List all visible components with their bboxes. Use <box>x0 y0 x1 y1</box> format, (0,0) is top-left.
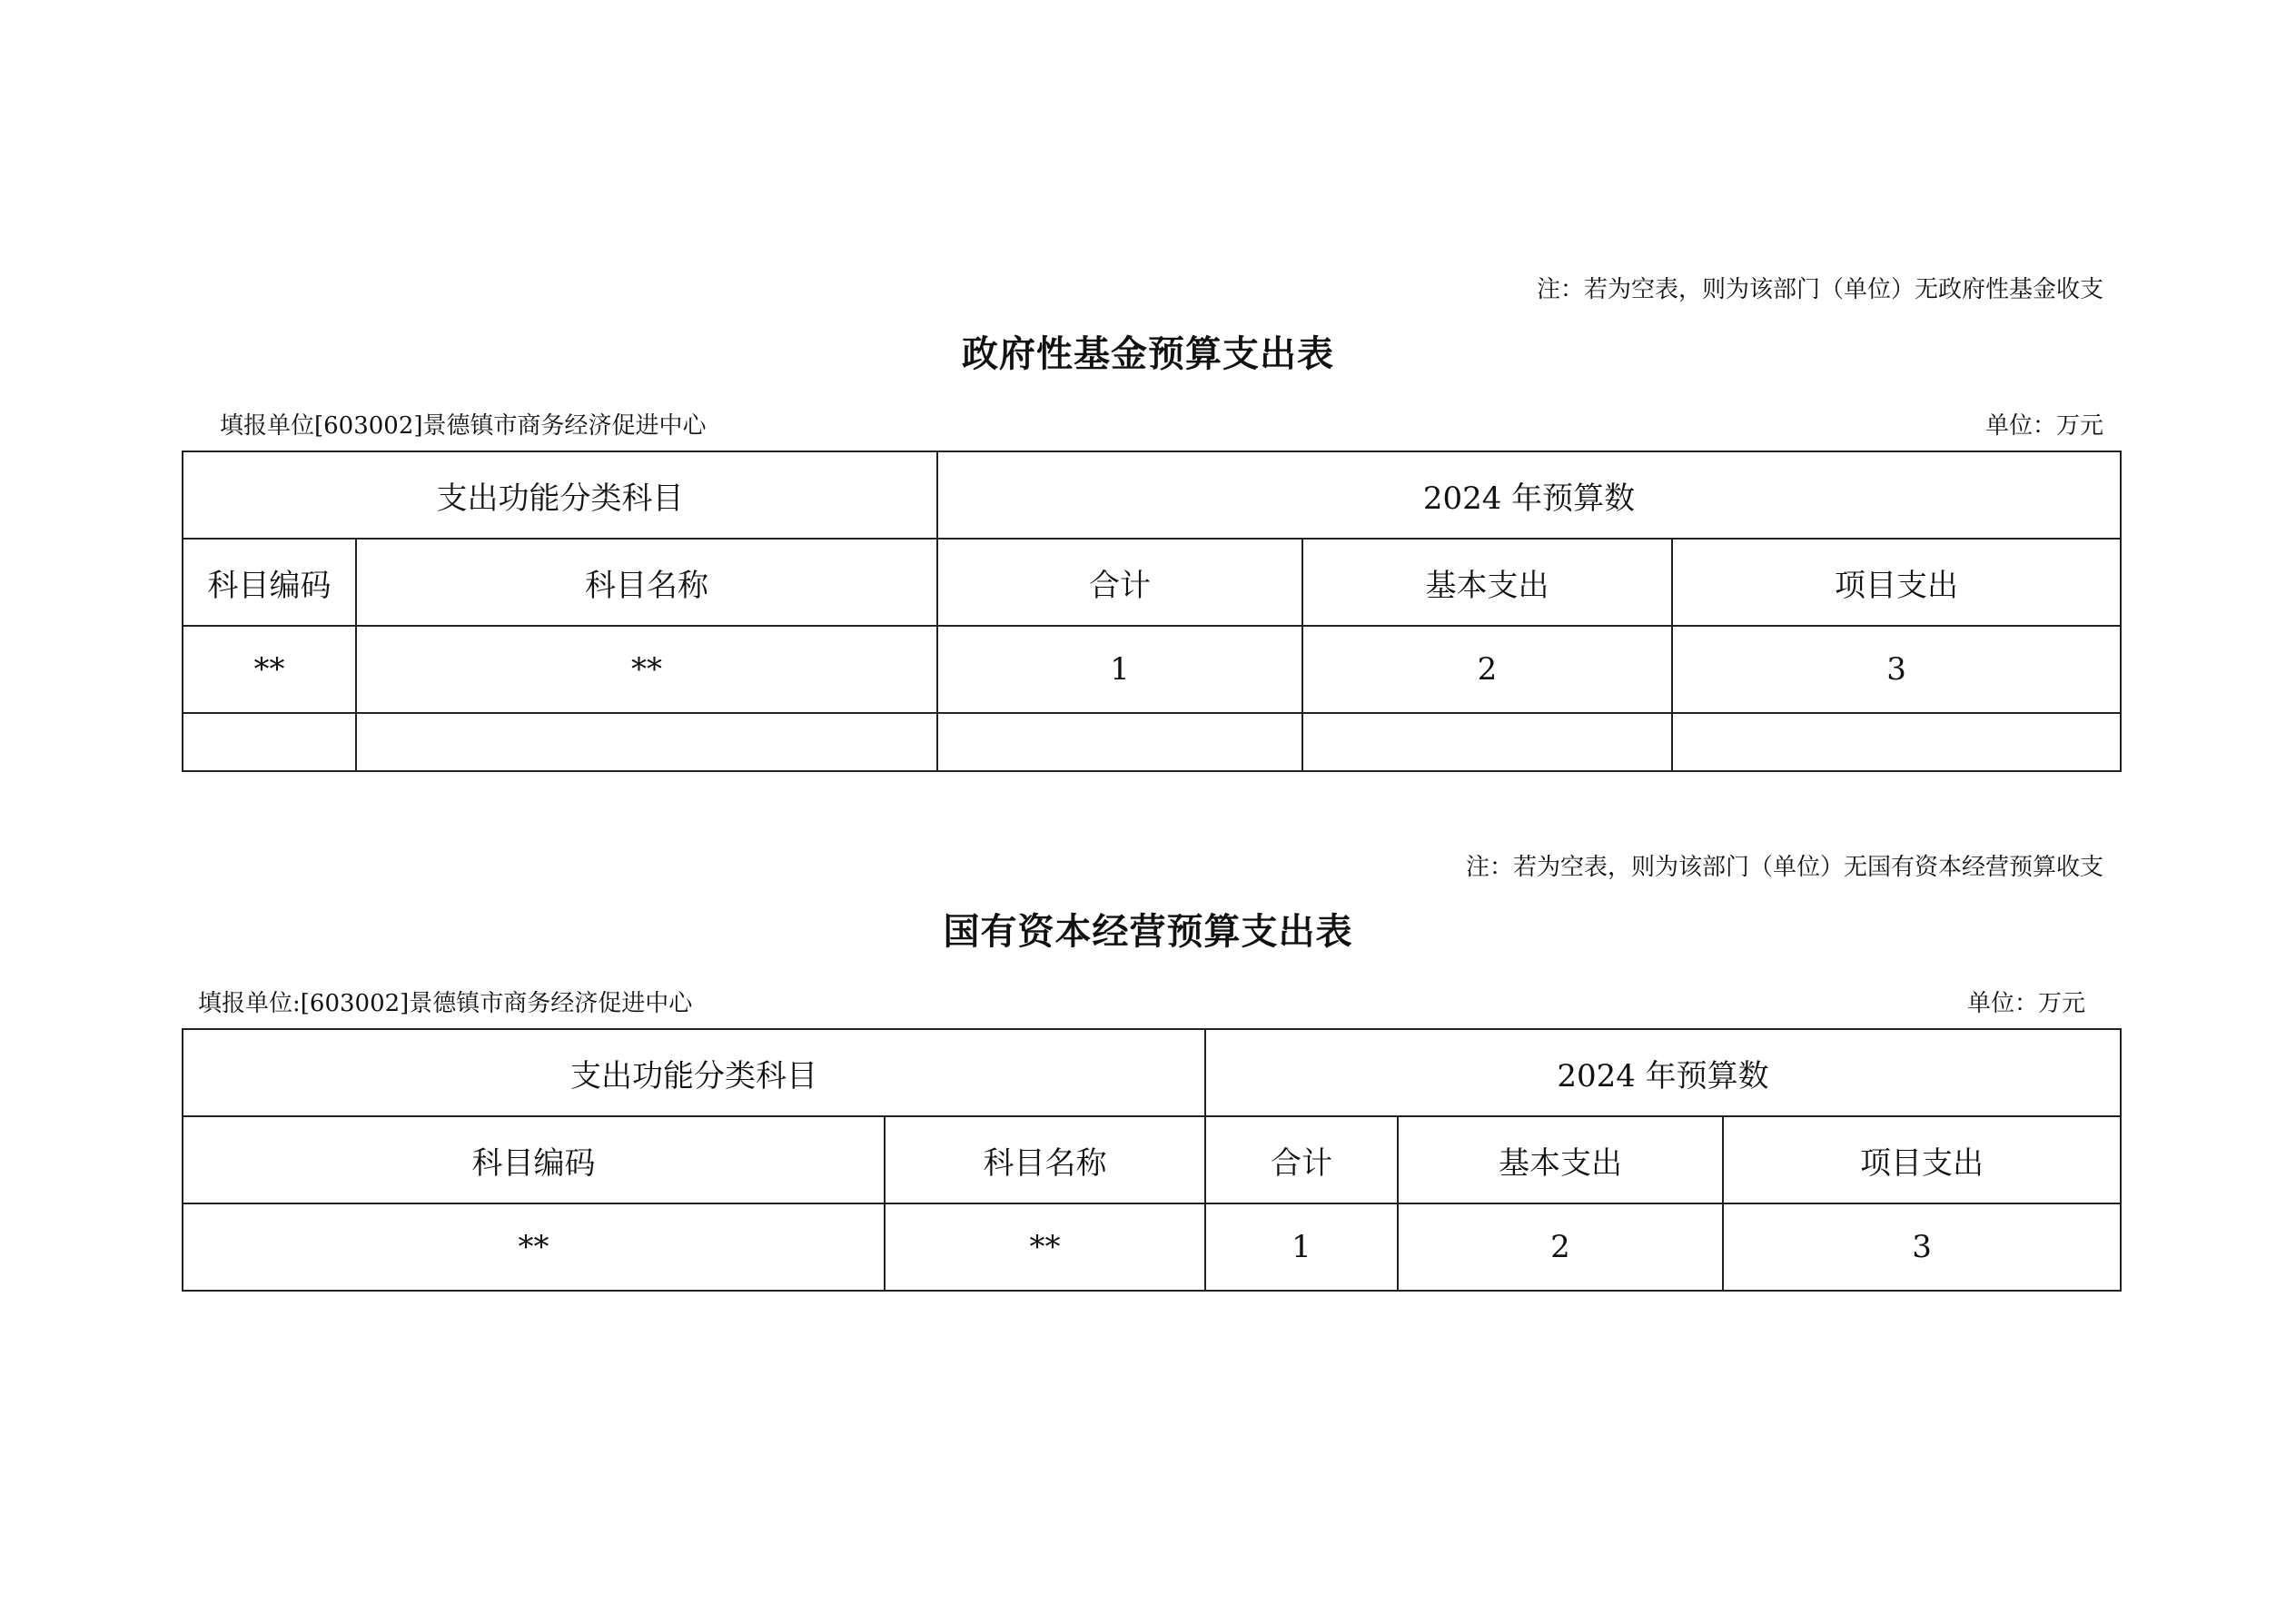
table-header-group-row <box>183 1029 2121 1116</box>
table-cell: 1 <box>1205 1203 1398 1291</box>
column-header-code: 科目编码 <box>183 1116 885 1203</box>
column-header-total: 合计 <box>937 539 1302 626</box>
table-cell: 3 <box>1723 1203 2121 1291</box>
table-cell: 2 <box>1398 1203 1723 1291</box>
table-row <box>183 1203 2121 1291</box>
reporting-unit: 填报单位[603002]景德镇市商务经济促进中心 <box>220 412 707 440</box>
government-fund-expenditure-table <box>182 451 2122 772</box>
table-cell <box>1302 713 1672 771</box>
column-header-name: 科目名称 <box>356 539 937 626</box>
table-cell <box>937 713 1302 771</box>
table-header-row <box>183 1116 2121 1203</box>
column-header-name: 科目名称 <box>885 1116 1205 1203</box>
column-header-code: 科目编码 <box>183 539 356 626</box>
empty-table-note: 注：若为空表，则为该部门（单位）无政府性基金收支 <box>1536 276 2103 303</box>
column-header-total: 合计 <box>1205 1116 1398 1203</box>
column-header-basic-expenditure: 基本支出 <box>1398 1116 1723 1203</box>
header-function-classification: 支出功能分类科目 <box>183 451 937 539</box>
page-title: 政府性基金预算支出表 <box>962 332 1334 375</box>
page-title: 国有资本经营预算支出表 <box>943 910 1353 953</box>
table-cell <box>183 713 356 771</box>
state-capital-operation-expenditure-table <box>182 1028 2122 1292</box>
table-row <box>183 626 2121 713</box>
table-header-row <box>183 539 2121 626</box>
header-function-classification: 支出功能分类科目 <box>183 1029 1205 1116</box>
table-cell: ** <box>356 626 937 713</box>
table-header-group-row <box>183 451 2121 539</box>
table-cell: 1 <box>937 626 1302 713</box>
table-row-empty <box>183 713 2121 771</box>
header-budget-year: 2024 年预算数 <box>937 451 2121 539</box>
table-cell: ** <box>183 626 356 713</box>
table-cell <box>1672 713 2121 771</box>
table-cell: ** <box>183 1203 885 1291</box>
table-cell: 3 <box>1672 626 2121 713</box>
table-cell: 2 <box>1302 626 1672 713</box>
header-budget-year: 2024 年预算数 <box>1205 1029 2121 1116</box>
column-header-basic-expenditure: 基本支出 <box>1302 539 1672 626</box>
empty-table-note: 注：若为空表，则为该部门（单位）无国有资本经营预算收支 <box>1465 854 2103 881</box>
table-cell <box>356 713 937 771</box>
column-header-project-expenditure: 项目支出 <box>1672 539 2121 626</box>
table-cell: ** <box>885 1203 1205 1291</box>
column-header-project-expenditure: 项目支出 <box>1723 1116 2121 1203</box>
reporting-unit: 填报单位:[603002]景德镇市商务经济促进中心 <box>198 990 693 1017</box>
currency-unit: 单位：万元 <box>1966 990 2085 1017</box>
currency-unit: 单位：万元 <box>1984 412 2103 440</box>
